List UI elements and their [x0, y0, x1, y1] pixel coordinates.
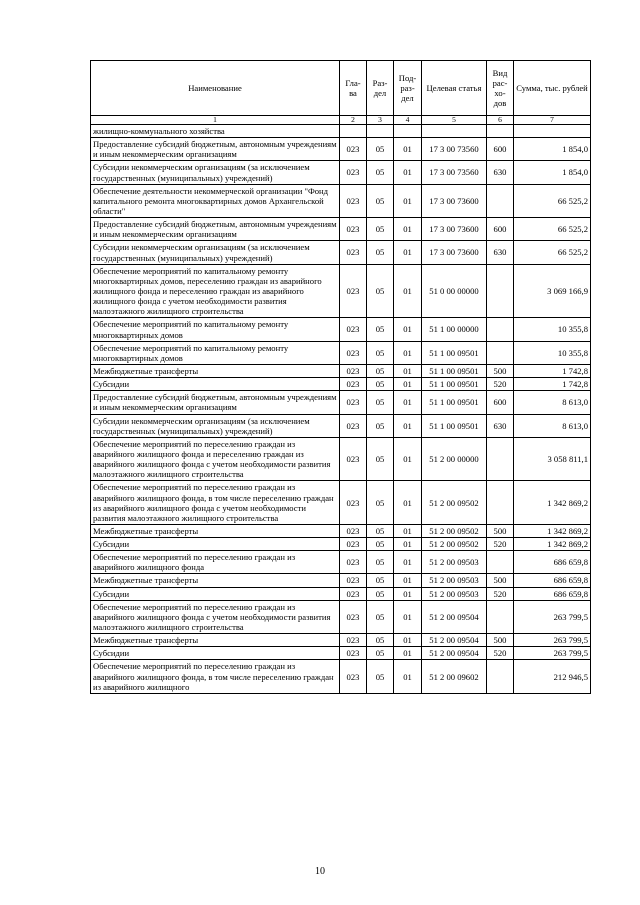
row-target: 51 2 00 09503: [422, 574, 487, 587]
row-target: 51 1 00 09501: [422, 378, 487, 391]
row-podrazdel: 01: [394, 378, 422, 391]
row-glava: 023: [340, 161, 367, 184]
row-glava: 023: [340, 600, 367, 633]
row-vid: 600: [487, 218, 514, 241]
row-sum: 263 799,5: [514, 600, 591, 633]
row-razdel: 05: [367, 318, 394, 341]
table-row: [91, 318, 591, 341]
row-sum: 8 613,0: [514, 414, 591, 437]
row-name: Обеспечение мероприятий по переселению граждан из аварийного жилищного фонда: [91, 551, 340, 574]
row-name: Предоставление субсидий бюджетным, автономным учреждениям и иным некоммерческим организациям: [91, 391, 340, 414]
budget-table: [90, 60, 591, 694]
row-razdel: 05: [367, 574, 394, 587]
row-vid: 600: [487, 391, 514, 414]
column-number: 1: [91, 116, 340, 125]
row-razdel: 05: [367, 414, 394, 437]
table-row: [91, 391, 591, 414]
table-row: [91, 587, 591, 600]
header-sum: Сумма, тыс. рублей: [514, 61, 591, 116]
row-name: Межбюджетные трансферты: [91, 634, 340, 647]
row-razdel: 05: [367, 161, 394, 184]
row-podrazdel: 01: [394, 218, 422, 241]
row-razdel: 05: [367, 264, 394, 318]
row-sum: 686 659,8: [514, 551, 591, 574]
row-target: 51 2 00 09502: [422, 538, 487, 551]
row-target: 51 1 00 09501: [422, 391, 487, 414]
row-podrazdel: 01: [394, 414, 422, 437]
row-sum: 1 854,0: [514, 138, 591, 161]
row-glava: 023: [340, 378, 367, 391]
row-glava: 023: [340, 184, 367, 217]
column-number: 2: [340, 116, 367, 125]
row-target: 51 0 00 00000: [422, 264, 487, 318]
row-name: Субсидии: [91, 538, 340, 551]
table-row: [91, 264, 591, 318]
table-row: [91, 378, 591, 391]
row-target: 51 1 00 09501: [422, 364, 487, 377]
row-razdel: 05: [367, 660, 394, 693]
row-vid: 500: [487, 634, 514, 647]
row-name: Межбюджетные трансферты: [91, 524, 340, 537]
row-sum: 1 742,8: [514, 364, 591, 377]
row-sum: 66 525,2: [514, 241, 591, 264]
row-target: 51 2 00 09504: [422, 647, 487, 660]
row-name: Предоставление субсидий бюджетным, автономным учреждениям и иным некоммерческим организациям: [91, 218, 340, 241]
row-target: 51 1 00 09501: [422, 414, 487, 437]
continuation-row: [91, 125, 591, 138]
row-vid: 600: [487, 138, 514, 161]
row-razdel: 05: [367, 600, 394, 633]
row-podrazdel: 01: [394, 481, 422, 525]
row-sum: 263 799,5: [514, 647, 591, 660]
header-vid: Вид рас-хо-дов: [487, 61, 514, 116]
row-sum: 686 659,8: [514, 574, 591, 587]
row-name: Обеспечение деятельности некоммерческой организации "Фонд капитального ремонта многоквартирных домов Архангельской области": [91, 184, 340, 217]
row-razdel: 05: [367, 341, 394, 364]
header-razdel: Раз-дел: [367, 61, 394, 116]
row-name: Обеспечение мероприятий по переселению граждан из аварийного жилищного фонда, в том числе переселению граждан из аварийного жилищного: [91, 660, 340, 693]
row-vid: 520: [487, 538, 514, 551]
row-name: Субсидии некоммерческим организациям (за исключением государственных (муниципальных) учреждений): [91, 241, 340, 264]
row-glava: 023: [340, 241, 367, 264]
row-vid: 630: [487, 241, 514, 264]
row-glava: 023: [340, 634, 367, 647]
row-sum: 686 659,8: [514, 587, 591, 600]
row-name: Обеспечение мероприятий по капитальному ремонту многоквартирных домов, переселению граждан из аварийного жилищного фонда и переселению граждан из аварийного жилищного фонда с учетом необходимости развития малоэтажного жилищного строительства: [91, 264, 340, 318]
row-podrazdel: 01: [394, 391, 422, 414]
table-row: [91, 647, 591, 660]
row-target: 17 3 00 73600: [422, 218, 487, 241]
header-target: Целевая статья: [422, 61, 487, 116]
row-target: 51 2 00 09502: [422, 481, 487, 525]
header-podrazdel: Под-раз-дел: [394, 61, 422, 116]
row-name: Субсидии некоммерческим организациям (за исключением государственных (муниципальных) учреждений): [91, 414, 340, 437]
column-number: 7: [514, 116, 591, 125]
table-row: [91, 241, 591, 264]
row-sum: 10 355,8: [514, 318, 591, 341]
row-podrazdel: 01: [394, 138, 422, 161]
row-glava: 023: [340, 318, 367, 341]
row-razdel: 05: [367, 364, 394, 377]
table-row: [91, 634, 591, 647]
column-number: 5: [422, 116, 487, 125]
row-podrazdel: 01: [394, 364, 422, 377]
row-target: 51 2 00 09504: [422, 600, 487, 633]
row-podrazdel: 01: [394, 634, 422, 647]
row-vid: 630: [487, 161, 514, 184]
row-razdel: 05: [367, 524, 394, 537]
row-sum: 3 069 166,9: [514, 264, 591, 318]
row-glava: 023: [340, 364, 367, 377]
row-name: Обеспечение мероприятий по переселению граждан из аварийного жилищного фонда и переселению граждан из аварийного жилищного фонда с учетом необходимости развития малоэтажного жилищного строительства: [91, 437, 340, 481]
table-row: [91, 341, 591, 364]
row-glava: 023: [340, 587, 367, 600]
row-glava: 023: [340, 481, 367, 525]
row-podrazdel: 01: [394, 587, 422, 600]
row-glava: 023: [340, 538, 367, 551]
row-vid: [487, 318, 514, 341]
table-row: [91, 551, 591, 574]
row-podrazdel: 01: [394, 660, 422, 693]
row-podrazdel: 01: [394, 264, 422, 318]
row-vid: 630: [487, 414, 514, 437]
row-vid: 500: [487, 574, 514, 587]
column-number: 3: [367, 116, 394, 125]
row-name: Субсидии: [91, 378, 340, 391]
table-row: [91, 161, 591, 184]
row-razdel: 05: [367, 184, 394, 217]
row-vid: 520: [487, 378, 514, 391]
row-razdel: 05: [367, 218, 394, 241]
column-number: 4: [394, 116, 422, 125]
row-name: Предоставление субсидий бюджетным, автономным учреждениям и иным некоммерческим организациям: [91, 138, 340, 161]
table-row: [91, 364, 591, 377]
row-glava: 023: [340, 218, 367, 241]
row-vid: 520: [487, 647, 514, 660]
row-target: 17 3 00 73600: [422, 241, 487, 264]
row-vid: [487, 660, 514, 693]
row-vid: [487, 341, 514, 364]
row-target: 51 2 00 00000: [422, 437, 487, 481]
row-glava: 023: [340, 551, 367, 574]
row-razdel: 05: [367, 634, 394, 647]
row-vid: 500: [487, 524, 514, 537]
row-name: Обеспечение мероприятий по капитальному ремонту многоквартирных домов: [91, 318, 340, 341]
row-name: Межбюджетные трансферты: [91, 574, 340, 587]
row-podrazdel: 01: [394, 241, 422, 264]
row-glava: 023: [340, 138, 367, 161]
table-row: [91, 481, 591, 525]
row-podrazdel: 01: [394, 318, 422, 341]
row-target: 51 2 00 09503: [422, 587, 487, 600]
row-sum: 1 742,8: [514, 378, 591, 391]
row-name: Обеспечение мероприятий по переселению граждан из аварийного жилищного фонда, в том числе переселению граждан из аварийного жилищного фонда с учетом необходимости развития малоэтажного жилищного строительства: [91, 481, 340, 525]
row-glava: 023: [340, 647, 367, 660]
row-target: 17 3 00 73560: [422, 161, 487, 184]
row-target: 51 2 00 09503: [422, 551, 487, 574]
header-glava: Гла-ва: [340, 61, 367, 116]
row-vid: 520: [487, 587, 514, 600]
row-podrazdel: 01: [394, 574, 422, 587]
row-glava: 023: [340, 391, 367, 414]
table-row: [91, 414, 591, 437]
row-name: Межбюджетные трансферты: [91, 364, 340, 377]
row-name: Обеспечение мероприятий по капитальному ремонту многоквартирных домов: [91, 341, 340, 364]
row-sum: 1 854,0: [514, 161, 591, 184]
row-razdel: 05: [367, 437, 394, 481]
row-name: Субсидии: [91, 587, 340, 600]
table-row: [91, 574, 591, 587]
row-podrazdel: 01: [394, 341, 422, 364]
row-podrazdel: 01: [394, 551, 422, 574]
row-sum: 1 342 869,2: [514, 524, 591, 537]
row-razdel: 05: [367, 138, 394, 161]
row-podrazdel: 01: [394, 437, 422, 481]
row-target: 51 2 00 09602: [422, 660, 487, 693]
table-row: [91, 218, 591, 241]
row-vid: 500: [487, 364, 514, 377]
table-row: [91, 524, 591, 537]
table-row: [91, 184, 591, 217]
column-number-row: [91, 116, 591, 125]
row-razdel: 05: [367, 481, 394, 525]
row-target: 51 1 00 00000: [422, 318, 487, 341]
row-vid: [487, 600, 514, 633]
row-target: 51 2 00 09502: [422, 524, 487, 537]
row-podrazdel: 01: [394, 524, 422, 537]
row-glava: 023: [340, 414, 367, 437]
table-body: [91, 125, 591, 694]
row-sum: 10 355,8: [514, 341, 591, 364]
row-glava: 023: [340, 264, 367, 318]
row-target: 17 3 00 73560: [422, 138, 487, 161]
row-name: Субсидии некоммерческим организациям (за исключением государственных (муниципальных) учреждений): [91, 161, 340, 184]
table-row: [91, 138, 591, 161]
row-sum: 212 946,5: [514, 660, 591, 693]
row-sum: 66 525,2: [514, 184, 591, 217]
row-target: 51 1 00 09501: [422, 341, 487, 364]
row-glava: 023: [340, 437, 367, 481]
table-row: [91, 437, 591, 481]
header-name: Наименование: [91, 61, 340, 116]
row-razdel: 05: [367, 391, 394, 414]
row-podrazdel: 01: [394, 161, 422, 184]
row-sum: 66 525,2: [514, 218, 591, 241]
row-name: Обеспечение мероприятий по переселению граждан из аварийного жилищного фонда с учетом необходимости развития малоэтажного жилищного строительства: [91, 600, 340, 633]
row-razdel: 05: [367, 551, 394, 574]
page-number: 10: [315, 866, 325, 877]
continuation-text: жилищно-коммунального хозяйства: [91, 125, 340, 138]
row-razdel: 05: [367, 538, 394, 551]
row-target: 17 3 00 73600: [422, 184, 487, 217]
row-glava: 023: [340, 341, 367, 364]
row-podrazdel: 01: [394, 600, 422, 633]
table-row: [91, 538, 591, 551]
row-razdel: 05: [367, 647, 394, 660]
row-podrazdel: 01: [394, 647, 422, 660]
row-sum: 1 342 869,2: [514, 538, 591, 551]
row-razdel: 05: [367, 378, 394, 391]
row-sum: 8 613,0: [514, 391, 591, 414]
row-sum: 3 058 811,1: [514, 437, 591, 481]
row-vid: [487, 551, 514, 574]
row-vid: [487, 481, 514, 525]
row-name: Субсидии: [91, 647, 340, 660]
row-vid: [487, 184, 514, 217]
table-row: [91, 600, 591, 633]
row-target: 51 2 00 09504: [422, 634, 487, 647]
table-row: [91, 660, 591, 693]
row-razdel: 05: [367, 241, 394, 264]
row-podrazdel: 01: [394, 538, 422, 551]
row-vid: [487, 437, 514, 481]
row-razdel: 05: [367, 587, 394, 600]
row-glava: 023: [340, 574, 367, 587]
row-sum: 1 342 869,2: [514, 481, 591, 525]
header-row: [91, 61, 591, 116]
row-glava: 023: [340, 524, 367, 537]
row-podrazdel: 01: [394, 184, 422, 217]
row-vid: [487, 264, 514, 318]
row-sum: 263 799,5: [514, 634, 591, 647]
row-glava: 023: [340, 660, 367, 693]
column-number: 6: [487, 116, 514, 125]
